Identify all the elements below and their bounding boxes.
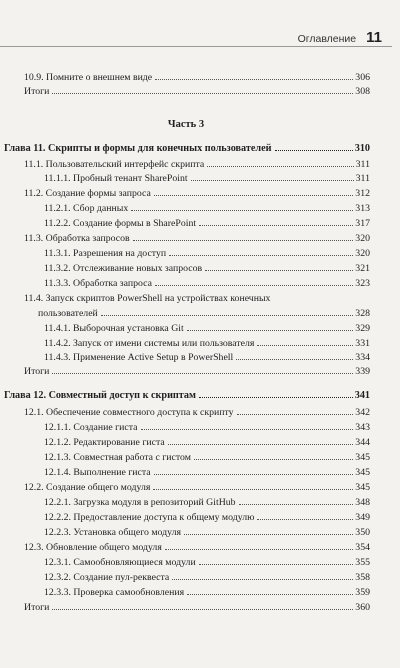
dot-leader bbox=[154, 474, 354, 475]
running-head bbox=[298, 29, 382, 46]
toc-chapter[interactable] bbox=[4, 143, 370, 157]
toc-entry[interactable] bbox=[44, 338, 370, 352]
toc-entry[interactable] bbox=[44, 437, 370, 451]
toc-entry-title: Итоги bbox=[24, 86, 50, 97]
toc-entry-title: 11.3.3. Обработка запроса bbox=[44, 278, 152, 289]
toc-entry-page: 311 bbox=[355, 159, 370, 170]
header-rule bbox=[0, 46, 392, 47]
toc-entry-title: 11.2.1. Сбор данных bbox=[44, 203, 129, 214]
toc-entry-page: 311 bbox=[355, 173, 370, 184]
toc-entry-title: 11.3.1. Разрешения на доступ bbox=[44, 248, 167, 259]
toc-entry-title: 12.1.2. Редактирование гиста bbox=[44, 437, 165, 448]
dot-leader bbox=[187, 594, 353, 595]
toc-entry[interactable] bbox=[44, 527, 370, 541]
toc-entry-page: 359 bbox=[355, 587, 370, 598]
toc-entry-title: 12.2.3. Установка общего модуля bbox=[44, 527, 181, 538]
toc-entry[interactable] bbox=[44, 263, 370, 277]
dot-leader bbox=[153, 489, 353, 490]
toc-entry-title: 11.3.2. Отслеживание новых запросов bbox=[44, 263, 203, 274]
toc-entry-page: 313 bbox=[355, 203, 370, 214]
toc-entry-page: 343 bbox=[355, 422, 370, 433]
toc-entry[interactable] bbox=[44, 422, 370, 436]
toc-entry[interactable] bbox=[44, 587, 370, 601]
dot-leader bbox=[168, 444, 354, 445]
toc-entry[interactable] bbox=[24, 482, 370, 496]
dot-leader bbox=[133, 240, 354, 241]
toc-entry-title: 11.2.2. Создание формы в SharePoint bbox=[44, 218, 197, 229]
toc-entry-page: 345 bbox=[355, 482, 370, 493]
toc-entry[interactable] bbox=[44, 323, 370, 337]
part-title: Часть 3 bbox=[167, 119, 205, 130]
toc-entry-title: 12.2. Создание общего модуля bbox=[24, 482, 151, 493]
toc-entry-title: 12.1. Обеспечение совместного доступа к скрипту bbox=[24, 407, 234, 418]
toc-entry[interactable] bbox=[44, 467, 370, 481]
toc-entry[interactable] bbox=[24, 293, 370, 320]
toc-entry[interactable] bbox=[24, 159, 370, 173]
toc-entry[interactable] bbox=[24, 72, 370, 86]
dot-leader bbox=[237, 414, 354, 415]
dot-leader bbox=[257, 519, 353, 520]
toc-entry-title: 11.1. Пользовательский интерфейс скрипта bbox=[24, 159, 205, 170]
toc-entry[interactable] bbox=[44, 173, 370, 187]
toc-entry-page: 360 bbox=[355, 602, 370, 613]
dot-leader bbox=[199, 225, 353, 226]
toc-entry[interactable] bbox=[44, 218, 370, 232]
toc-entry-page: 323 bbox=[355, 278, 370, 289]
toc-chapter-title: Глава 11. Скрипты и формы для конечных пользователей bbox=[4, 143, 272, 154]
dot-leader bbox=[187, 330, 354, 331]
toc-entry-page: 350 bbox=[355, 527, 370, 538]
dot-leader bbox=[239, 504, 354, 505]
toc-entry[interactable] bbox=[44, 557, 370, 571]
toc-entry-page: 329 bbox=[355, 323, 370, 334]
toc-entry-title: Итоги bbox=[24, 366, 50, 377]
toc-entry-title: 12.3.3. Проверка самообновления bbox=[44, 587, 185, 598]
dot-leader bbox=[165, 549, 353, 550]
dot-leader bbox=[52, 609, 353, 610]
dot-leader bbox=[141, 429, 354, 430]
dot-leader bbox=[169, 255, 353, 256]
toc-entry-page: 306 bbox=[355, 72, 370, 83]
dot-leader bbox=[191, 180, 354, 181]
dot-leader bbox=[275, 150, 353, 151]
dot-leader bbox=[101, 315, 354, 316]
toc-chapter-title: Глава 12. Совместный доступ к скриптам bbox=[4, 390, 196, 401]
toc-entry-title-cont: пользователей bbox=[38, 308, 98, 319]
toc-entry-title: 12.1.4. Выполнение гиста bbox=[44, 467, 151, 478]
toc-entry-page: 342 bbox=[355, 407, 370, 418]
toc-entry-page: 328 bbox=[355, 308, 370, 319]
toc-entry-page: 355 bbox=[355, 557, 370, 568]
toc-entry-title: 11.2. Создание формы запроса bbox=[24, 188, 151, 199]
toc-entry-page: 348 bbox=[355, 497, 370, 508]
toc-entry-page: 321 bbox=[355, 263, 370, 274]
toc-entry[interactable] bbox=[24, 407, 370, 421]
toc-entry-page: 358 bbox=[355, 572, 370, 583]
toc-entry-page: 345 bbox=[355, 452, 370, 463]
toc-entry-title: 11.4.2. Запуск от имени системы или пользователя bbox=[44, 338, 255, 349]
dot-leader bbox=[199, 397, 353, 398]
toc-entry-page: 312 bbox=[355, 188, 370, 199]
toc-entry-title: 12.1.1. Создание гиста bbox=[44, 422, 138, 433]
toc-entry[interactable] bbox=[24, 602, 370, 616]
dot-leader bbox=[52, 93, 353, 94]
dot-leader bbox=[155, 79, 353, 80]
dot-leader bbox=[52, 373, 353, 374]
toc-entry-title: 12.1.3. Совместная работа с гистом bbox=[44, 452, 191, 463]
toc-entry[interactable] bbox=[44, 278, 370, 292]
toc-entry-title: 10.9. Помните о внешнем виде bbox=[24, 72, 153, 83]
toc-entry[interactable] bbox=[44, 497, 370, 511]
toc-entry-page: 349 bbox=[355, 512, 370, 523]
toc-entry-title: 11.1.1. Пробный тенант SharePoint bbox=[44, 173, 188, 184]
toc-entry[interactable] bbox=[44, 352, 370, 366]
toc-entry-page: 331 bbox=[355, 338, 370, 349]
dot-leader bbox=[154, 195, 353, 196]
dot-leader bbox=[194, 459, 353, 460]
toc-entry[interactable] bbox=[44, 512, 370, 526]
toc-entry[interactable] bbox=[24, 542, 370, 556]
toc-entry[interactable] bbox=[24, 233, 370, 247]
toc-chapter-page: 341 bbox=[354, 390, 370, 401]
toc-entry-page: 344 bbox=[355, 437, 370, 448]
toc-chapter[interactable] bbox=[4, 390, 370, 404]
toc-entry-title: 11.4.3. Применение Active Setup в PowerShell bbox=[44, 352, 234, 363]
dot-leader bbox=[155, 285, 353, 286]
toc-entry-title: 11.3. Обработка запросов bbox=[24, 233, 130, 244]
toc-entry-page: 334 bbox=[355, 352, 370, 363]
toc-entry-title: 12.2.2. Предоставление доступа к общему модулю bbox=[44, 512, 255, 523]
toc-entry[interactable] bbox=[44, 203, 370, 217]
toc-entry-page: 354 bbox=[355, 542, 370, 553]
toc-entry-title: 12.3. Обновление общего модуля bbox=[24, 542, 162, 553]
dot-leader bbox=[199, 564, 354, 565]
toc-entry-page: 345 bbox=[355, 467, 370, 478]
toc-entry[interactable] bbox=[24, 188, 370, 202]
toc-entry-title: 12.3.1. Самообновляющиеся модули bbox=[44, 557, 196, 568]
toc-entry-title: 11.4. Запуск скриптов PowerShell на устройствах конечных bbox=[24, 293, 271, 304]
dot-leader bbox=[131, 210, 353, 211]
toc-entry[interactable] bbox=[44, 572, 370, 586]
page-number: 11 bbox=[366, 29, 382, 46]
toc-entry-page: 320 bbox=[355, 233, 370, 244]
running-head-section: Оглавление bbox=[297, 33, 357, 45]
toc-chapter-page: 310 bbox=[354, 143, 370, 154]
toc-entry[interactable] bbox=[44, 452, 370, 466]
toc-entry[interactable] bbox=[24, 366, 370, 380]
toc-entry-page: 320 bbox=[355, 248, 370, 259]
toc-entry-title: 11.4.1. Выборочная установка Git bbox=[44, 323, 184, 334]
dot-leader bbox=[257, 345, 353, 346]
toc-entry-page: 308 bbox=[355, 86, 370, 97]
toc-entry-title: 12.3.2. Создание пул-реквеста bbox=[44, 572, 170, 583]
dot-leader bbox=[184, 534, 353, 535]
toc-entry[interactable] bbox=[44, 248, 370, 262]
toc-entry[interactable] bbox=[24, 86, 370, 100]
toc-entry-title: 12.2.1. Загрузка модуля в репозиторий GitHub bbox=[44, 497, 236, 508]
toc-entry-page: 317 bbox=[355, 218, 370, 229]
dot-leader bbox=[236, 359, 353, 360]
toc-entry-page: 339 bbox=[355, 366, 370, 377]
dot-leader bbox=[207, 166, 353, 167]
toc-entry-title: Итоги bbox=[24, 602, 50, 613]
dot-leader bbox=[205, 270, 353, 271]
dot-leader bbox=[172, 579, 353, 580]
